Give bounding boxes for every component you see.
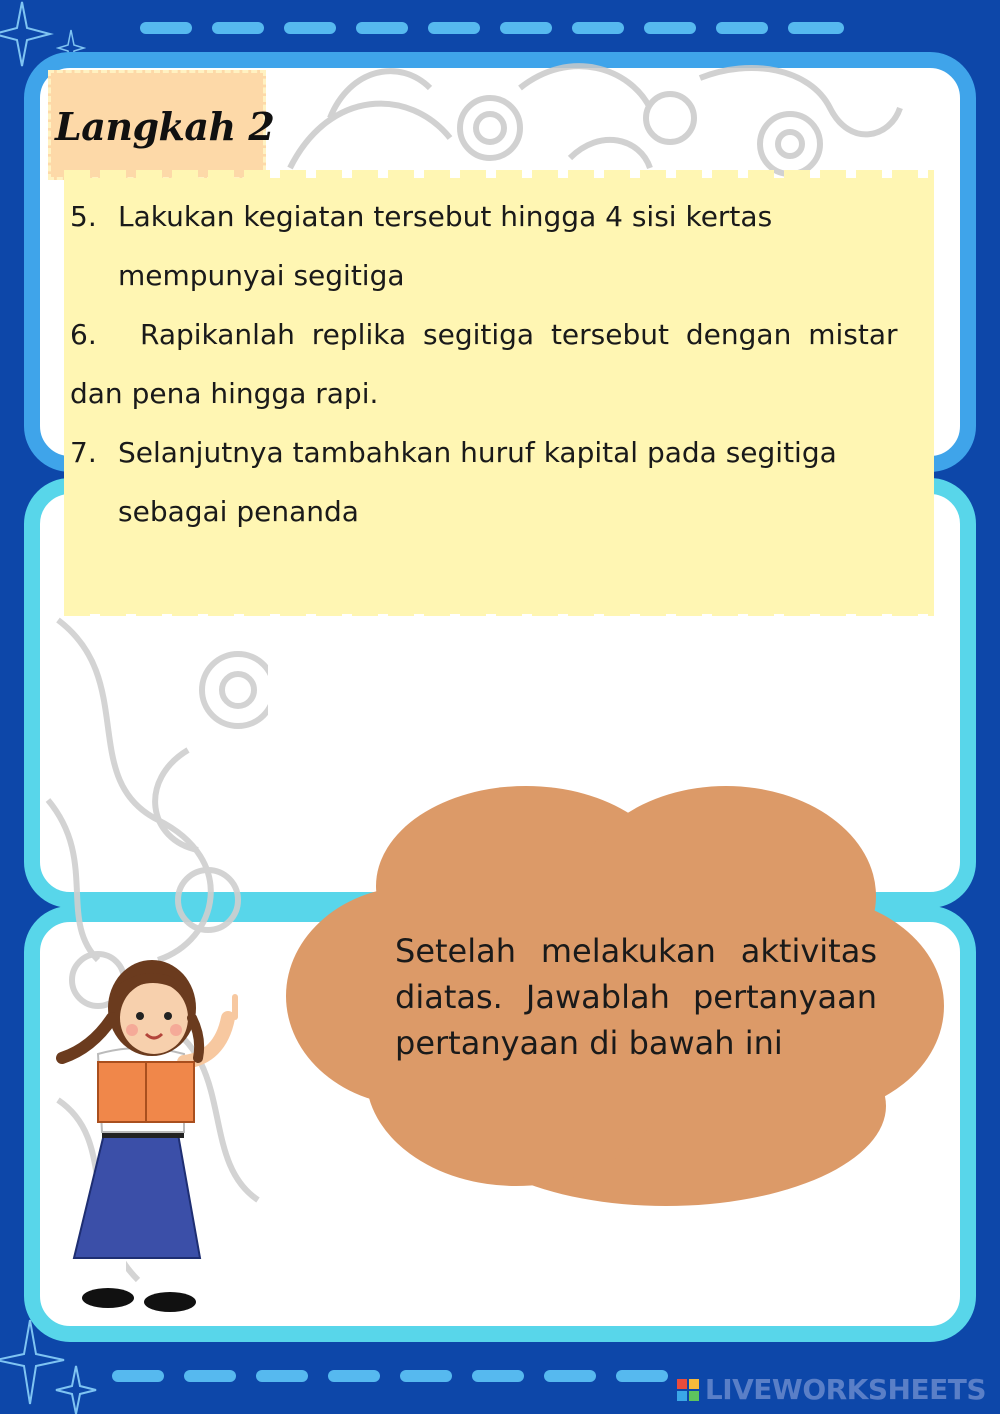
cloud-line: pertanyaan di bawah ini: [395, 1024, 783, 1062]
page-title: Langkah 2: [55, 104, 275, 149]
step-number: 5.: [70, 200, 97, 233]
note-torn-edge: [64, 170, 934, 182]
liveworksheets-watermark: [677, 1373, 986, 1406]
step-text: dan pena hingga rapi.: [70, 377, 379, 410]
top-dash-border: [0, 22, 1000, 36]
cloud-line: Setelah melakukan aktivitas: [395, 932, 877, 970]
step-text: Selanjutnya tambahkan huruf kapital pada segitiga: [118, 436, 837, 469]
step-text: mempunyai segitiga: [118, 259, 405, 292]
step-text: Lakukan kegiatan tersebut hingga 4 sisi kertas: [118, 200, 773, 233]
cloud-line: diatas. Jawablah pertanyaan: [395, 978, 877, 1016]
step-text: Rapikanlah replika segitiga tersebut dengan mistar: [140, 318, 898, 351]
girl-reading-book-illustration: [52, 958, 262, 1320]
step-text: sebagai penanda: [118, 495, 359, 528]
liveworksheets-logo-icon: [677, 1379, 699, 1401]
step-number: 6.: [70, 318, 97, 351]
note-torn-edge: [64, 604, 934, 616]
watermark-text: LIVEWORKSHEETS: [704, 1373, 986, 1406]
cloud-text: [395, 928, 877, 1066]
step-number: 7.: [70, 436, 97, 469]
floral-swirl-decoration: [270, 48, 910, 188]
